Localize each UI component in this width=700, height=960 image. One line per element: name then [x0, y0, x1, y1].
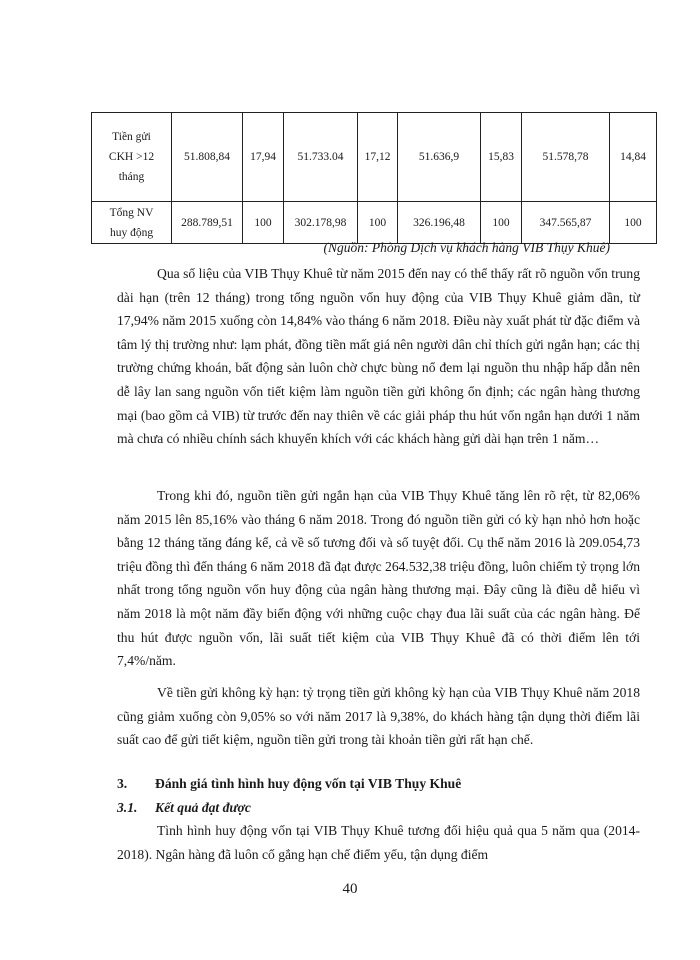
subsection-title: Kết quả đạt được [155, 800, 251, 815]
paragraph-text: Trong khi đó, nguồn tiền gửi ngắn hạn của VIB Thụy Khuê tăng lên rõ rệt, từ 82,06% năm 2015 lên 85,16% vào tháng 6 năm 2018. Trong đó nguồn tiền gửi có kỳ hạn nhỏ hơn hoặc bằng 12 tháng tăng đáng kể, cả về số tương đối và số tuyệt đối. Cụ thể năm 2016 là 209.054,73 triệu đồng thì đến tháng 6 năm 2018 đã đạt được 264.532,38 triệu đồng, luôn chiếm tỷ trọng lớn nhất trong tổng nguồn vốn huy động của ngân hàng thương mại. Đây cũng là điều dễ hiểu vì năm 2018 là một năm đầy biến động với những cuộc chạy đua lãi suất của các ngân hàng. Để thu hút được nguồn vốn, lãi suất tiết kiệm của VIB Thụy Khuê đã có thời điểm lên tới 7,4%/năm. [117, 488, 640, 669]
row-label-line: tháng [118, 171, 145, 183]
table-cell: 51.636,9 [398, 113, 481, 202]
paragraph [117, 262, 640, 451]
table-cell: 326.196,48 [398, 202, 481, 244]
paragraph [117, 484, 640, 673]
page-number: 40 [342, 881, 358, 897]
table-row [92, 202, 657, 244]
row-label-line: huy động [109, 226, 154, 239]
paragraph-text: Tình hình huy động vốn tại VIB Thụy Khuê tương đối hiệu quả qua 5 năm qua (2014-2018). Ngân hàng đã luôn cố gắng hạn chế điểm yếu, tận dụng điểm [117, 823, 640, 862]
row-label-line: Tổng NV [109, 206, 154, 219]
subsection-heading [117, 796, 251, 820]
table-cell: 100 [610, 202, 657, 244]
table-cell: 51.578,78 [522, 113, 610, 202]
source-note: (Nguồn: Phòng Dịch vụ khách hàng VIB Thụy Khuê) [323, 240, 610, 255]
table-cell: 347.565,87 [522, 202, 610, 244]
paragraph [117, 819, 640, 866]
row-label-line: Tiền gửi [112, 131, 151, 143]
table-cell: 51.808,84 [172, 113, 243, 202]
table-cell: 51.733.04 [284, 113, 358, 202]
table-cell: 17,94 [243, 113, 284, 202]
paragraph-text: Về tiền gửi không kỳ hạn: tỷ trọng tiền gửi không kỳ hạn của VIB Thụy Khuê năm 2018 cũng giảm xuống còn 9,05% so với năm 2017 là 9,38%, do khách hàng tận dụng thời điểm lãi suất cao để gửi tiết kiệm, nguồn tiền gửi trong tài khoản tiền gửi rất hạn chế. [117, 685, 640, 748]
table-cell: 15,83 [481, 113, 522, 202]
table-cell: 17,12 [358, 113, 398, 202]
table-cell: 100 [243, 202, 284, 244]
row-label-line: CKH >12 [108, 151, 155, 163]
section-title: Đánh giá tình hình huy động vốn tại VIB Thụy Khuê [155, 776, 462, 791]
table-cell: 288.789,51 [172, 202, 243, 244]
section-heading [117, 772, 461, 796]
table-cell: 14,84 [610, 113, 657, 202]
section-number: 3. [117, 776, 128, 791]
row-label [92, 113, 172, 202]
table-cell: 100 [358, 202, 398, 244]
table-cell: 100 [481, 202, 522, 244]
table-cell: 302.178,98 [284, 202, 358, 244]
paragraph [117, 681, 640, 752]
table-row [92, 113, 657, 202]
subsection-number: 3.1. [117, 800, 138, 815]
paragraph-text: Qua số liệu của VIB Thụy Khuê từ năm 2015 đến nay có thể thấy rất rõ nguồn vốn trung dài hạn (trên 12 tháng) trong tổng nguồn vốn huy động của VIB Thụy Khuê giảm dần, từ 17,94% năm 2015 xuống còn 14,84% vào tháng 6 năm 2018. Điều này xuất phát từ đặc điểm và tâm lý thị trường như: lạm phát, đồng tiền mất giá nên người dân chỉ thích gửi ngắn hạn; các thị trường chứng khoán, bất động sản luôn chờ chực bùng nổ đem lại nguồn thu nhập hấp dẫn nên dễ lây lan sang nguồn vốn tiết kiệm làm nguồn tiền gửi không ổn định; các ngân hàng thương mại (bao gồm cả VIB) từ trước đến nay thiên về các giải pháp thu hút vốn ngắn hạn dưới 1 năm mà chưa có nhiều chính sách khuyến khích với các khách hàng gửi dài hạn trên 1 năm… [117, 266, 640, 447]
row-label [92, 202, 172, 244]
deposit-table [91, 112, 657, 244]
